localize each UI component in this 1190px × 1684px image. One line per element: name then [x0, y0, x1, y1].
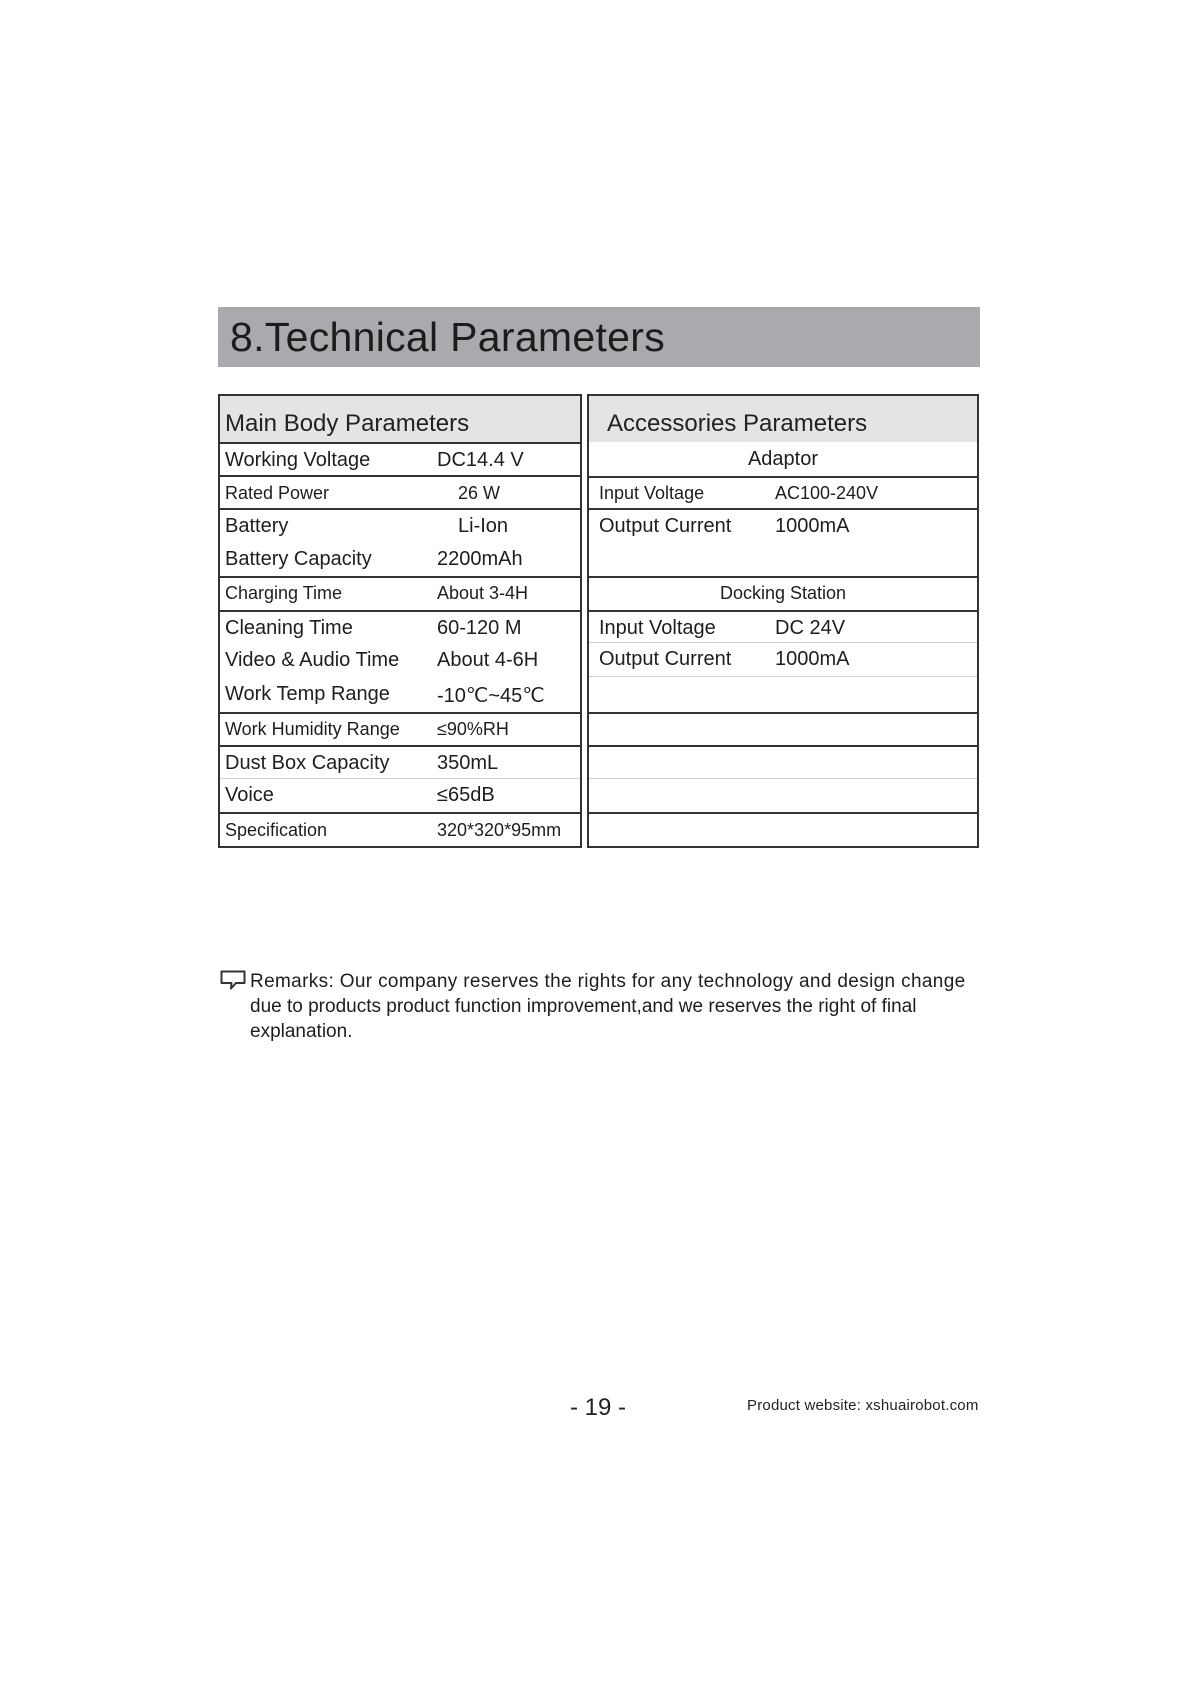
- param-value: About 4-6H: [437, 649, 539, 671]
- param-value: 60-120 M: [437, 617, 522, 639]
- param-value: About 3-4H: [437, 583, 529, 603]
- param-value: ≤90%RH: [437, 719, 509, 739]
- adaptor-title: Adaptor: [747, 448, 819, 470]
- accessories-parameters-table: [587, 394, 979, 848]
- row-divider-thin: [589, 778, 977, 779]
- param-value: DC14.4 V: [437, 449, 524, 471]
- remarks-line: Remarks: Our company reserves the rights for any technology and design change: [250, 971, 966, 992]
- row-divider: [220, 508, 580, 510]
- row-divider: [589, 712, 977, 714]
- main-body-parameters-table: [218, 394, 582, 848]
- param-label: Video & Audio Time: [225, 649, 400, 671]
- row-divider: [220, 812, 580, 814]
- param-label: Work Humidity Range: [225, 719, 400, 739]
- param-label: Input Voltage: [599, 483, 705, 503]
- row-divider: [589, 476, 977, 478]
- param-label: Work Temp Range: [225, 683, 390, 705]
- row-divider: [220, 745, 580, 747]
- row-divider: [220, 576, 580, 578]
- row-divider: [589, 745, 977, 747]
- row-divider: [220, 712, 580, 714]
- row-divider: [589, 508, 977, 510]
- param-label: Rated Power: [225, 483, 330, 503]
- param-value: 2200mAh: [437, 548, 523, 570]
- main-body-header-text: Main Body Parameters: [225, 410, 470, 437]
- section-title: 8.Technical Parameters: [230, 314, 666, 360]
- param-label: Output Current: [599, 515, 732, 537]
- param-label: Cleaning Time: [225, 617, 353, 639]
- param-label: Voice: [225, 784, 274, 806]
- param-label: Input Voltage: [599, 617, 716, 639]
- row-divider: [220, 442, 580, 444]
- param-label: Dust Box Capacity: [225, 752, 390, 774]
- remarks-line: explanation.: [250, 1021, 353, 1042]
- param-label: Working Voltage: [225, 449, 371, 471]
- row-divider-thin: [589, 676, 977, 677]
- param-label: Specification: [225, 820, 328, 840]
- page-number: - 19 -: [570, 1394, 627, 1421]
- speech-bubble-icon: [220, 970, 246, 990]
- row-divider: [589, 610, 977, 612]
- param-label: Charging Time: [225, 583, 343, 603]
- docking-station-title: Docking Station: [719, 583, 847, 603]
- param-value: AC100-240V: [775, 483, 879, 503]
- param-value: 320*320*95mm: [437, 820, 562, 840]
- accessories-header: [589, 396, 977, 442]
- param-value: DC 24V: [775, 617, 846, 639]
- param-label: Battery: [225, 515, 289, 537]
- row-divider-thin: [220, 778, 580, 779]
- remarks-line: due to products product function improvement,and we reserves the right of final: [250, 996, 917, 1017]
- accessories-header-text: Accessories Parameters: [607, 410, 868, 437]
- remarks-paragraph: [250, 969, 990, 1044]
- param-value: 1000mA: [775, 515, 850, 537]
- row-divider: [589, 576, 977, 578]
- param-label: Battery Capacity: [225, 548, 372, 570]
- param-value: Li-Ion: [458, 515, 509, 537]
- product-website: Product website: xshuairobot.com: [747, 1397, 979, 1414]
- param-value: 350mL: [437, 752, 499, 774]
- row-divider: [589, 812, 977, 814]
- param-value: 1000mA: [775, 648, 850, 670]
- row-divider: [220, 610, 580, 612]
- main-body-header: [220, 396, 580, 442]
- row-divider: [220, 475, 580, 477]
- param-value: -10℃~45℃: [437, 685, 545, 707]
- section-title-bar: [218, 307, 980, 367]
- param-value: 26 W: [458, 483, 501, 503]
- row-divider-thin: [589, 642, 977, 643]
- param-label: Output Current: [599, 648, 732, 670]
- param-value: ≤65dB: [437, 784, 495, 806]
